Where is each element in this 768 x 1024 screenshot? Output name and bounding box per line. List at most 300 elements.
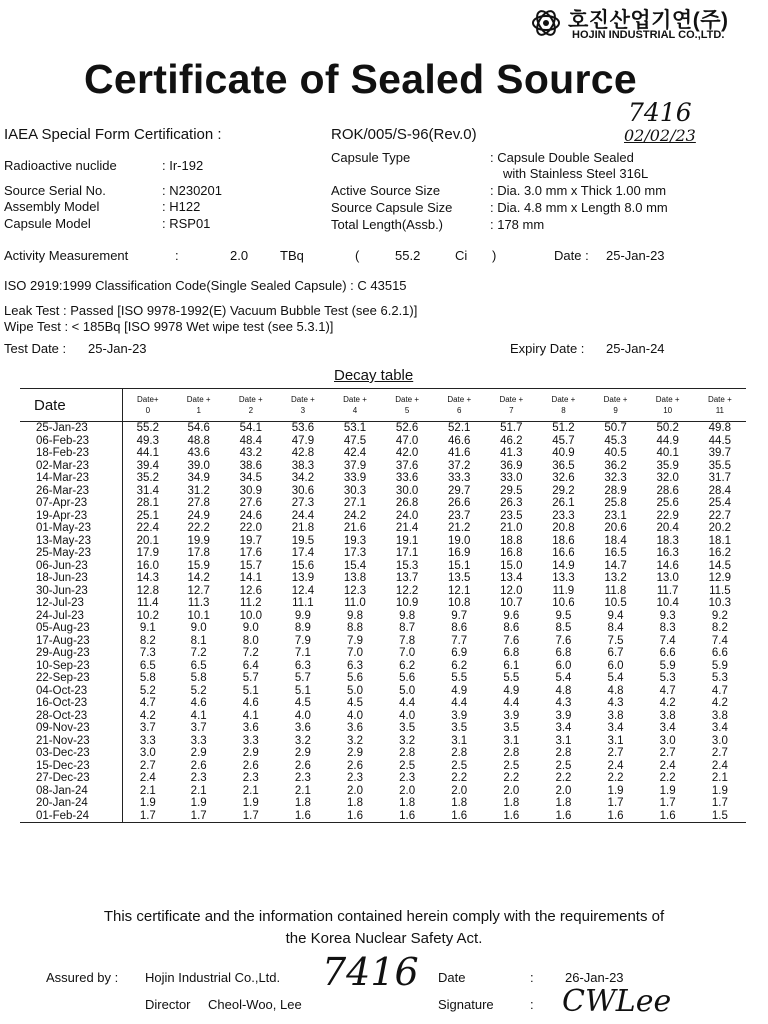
decay-cell: 1.6 [433, 810, 485, 823]
decay-cell: 22.2 [187, 522, 210, 534]
decay-col-header-0 [123, 389, 173, 422]
decay-cell: 4.0 [294, 709, 311, 722]
activity-tbq-value: 2.0 [230, 248, 249, 263]
table-row [20, 697, 746, 710]
table-row [20, 710, 746, 723]
decay-cell: 4.4 [399, 697, 416, 709]
decay-cell: 33.0 [500, 472, 523, 484]
decay-cell: 34.5 [239, 472, 262, 484]
decay-cell: 23.3 [552, 509, 575, 522]
decay-cell: 2.7 [659, 747, 676, 759]
decay-cell: 2.7 [607, 747, 624, 759]
decay-cell: 15.6 [291, 559, 315, 572]
decay-cell: 2.9 [294, 747, 311, 759]
decay-cell: 8.2 [139, 634, 156, 647]
decay-cell: 10.5 [604, 597, 627, 609]
table-row [20, 485, 746, 498]
decay-cell: 5.5 [451, 672, 468, 684]
decay-cell: 41.6 [448, 447, 471, 459]
decay-row-date: 19-Apr-23 [20, 510, 123, 523]
decay-cell: 11.8 [604, 584, 627, 597]
decay-cell: 3.4 [711, 722, 728, 734]
decay-cell: 1.8 [451, 797, 468, 809]
decay-cell: 42.0 [395, 447, 419, 459]
decay-cell: 6.1 [503, 659, 520, 672]
decay-cell: 27.1 [343, 497, 367, 509]
decay-row-date: 14-Mar-23 [20, 472, 123, 485]
decay-cell: 23.5 [500, 509, 523, 522]
decay-col-header-3 [277, 389, 329, 422]
decay-row-date: 01-Feb-24 [20, 810, 123, 823]
decay-cell: 36.9 [500, 459, 523, 472]
test-date-value: 25-Jan-23 [88, 341, 147, 356]
decay-cell: 21.0 [500, 522, 523, 534]
decay-cell: 3.3 [139, 734, 156, 747]
decay-cell: 18.4 [604, 534, 627, 547]
decay-col-header-bottom: 7 [509, 406, 514, 415]
decay-cell: 4.3 [555, 697, 572, 709]
decay-cell: 1.7 [711, 797, 728, 809]
table-row [20, 785, 746, 798]
decay-row-date: 15-Dec-23 [20, 760, 123, 773]
decay-cell: 2.9 [190, 747, 207, 759]
decay-cell: 4.9 [451, 684, 468, 697]
decay-cell: 13.9 [291, 572, 315, 584]
decay-cell: 5.1 [294, 684, 311, 697]
table-row [20, 622, 746, 635]
decay-col-header-bottom: 9 [613, 406, 618, 415]
decay-cell: 4.2 [711, 697, 728, 709]
decay-cell: 12.4 [291, 584, 315, 597]
activity-date-label: Date : [554, 248, 589, 263]
decay-cell: 7.6 [503, 634, 520, 647]
decay-cell: 9.6 [503, 609, 520, 622]
decay-col-header-top: Date+ [137, 395, 159, 404]
decay-cell: 6.3 [347, 659, 363, 672]
total-length-label: Total Length(Assb.) [331, 217, 444, 232]
decay-cell: 6.7 [607, 647, 624, 659]
decay-cell: 2.1 [190, 784, 207, 797]
decay-cell: 4.9 [503, 684, 520, 697]
decay-cell: 2.8 [399, 747, 416, 759]
decay-cell: 6.4 [242, 659, 259, 672]
decay-date-header: Date [20, 389, 123, 422]
decay-cell: 44.9 [656, 434, 679, 447]
handwritten-date: 02/02/23 [624, 126, 696, 145]
decay-cell: 38.6 [239, 459, 262, 472]
decay-cell: 15.9 [187, 559, 210, 572]
decay-cell: 33.9 [343, 472, 367, 484]
activity-ci-unit: Ci [455, 248, 468, 263]
decay-cell: 23.7 [448, 509, 471, 522]
decay-cell: 30.0 [395, 484, 419, 497]
decay-cell: 21.6 [343, 522, 367, 534]
decay-cell: 47.9 [291, 434, 315, 447]
activity-ci-value: 55.2 [395, 248, 421, 263]
decay-cell: 6.8 [555, 647, 572, 659]
decay-cell: 9.3 [659, 609, 676, 622]
decay-cell: 4.1 [242, 709, 259, 722]
decay-col-header-bottom: 4 [352, 406, 358, 415]
decay-cell: 1.8 [503, 797, 520, 809]
decay-cell: 11.5 [709, 584, 731, 597]
decay-cell: 3.9 [555, 709, 572, 722]
decay-cell: 49.8 [708, 422, 732, 434]
decay-col-header-bottom: 2 [248, 406, 254, 415]
decay-cell: 30.6 [291, 484, 315, 497]
decay-cell: 3.6 [242, 722, 259, 734]
activity-open-paren: ( [355, 248, 360, 263]
decay-cell: 15.3 [395, 559, 419, 572]
decay-cell: 1.6 [537, 810, 589, 823]
table-row [20, 522, 746, 535]
decay-cell: 16.0 [136, 559, 159, 572]
decay-row-date: 08-Jan-24 [20, 785, 123, 798]
decay-col-header-top: Date + [655, 395, 680, 404]
test-date-label: Test Date : [4, 341, 67, 356]
decay-cell: 25.8 [604, 497, 627, 509]
decay-cell: 3.8 [607, 709, 624, 722]
table-row [20, 447, 746, 460]
decay-cell: 52.6 [395, 422, 419, 434]
decay-cell: 32.6 [552, 472, 575, 484]
decay-row-date: 06-Feb-23 [20, 435, 123, 448]
decay-col-header-top: Date + [291, 395, 315, 404]
decay-cell: 1.8 [347, 797, 363, 809]
decay-cell: 22.0 [239, 522, 262, 534]
decay-cell: 17.8 [187, 547, 210, 559]
decay-col-header-10 [642, 389, 694, 422]
decay-cell: 3.1 [503, 734, 520, 747]
assembly-label: Assembly Model [4, 199, 100, 214]
decay-cell: 28.6 [656, 484, 679, 497]
decay-col-header-top: Date + [343, 395, 367, 404]
table-row [20, 747, 746, 760]
decay-cell: 2.4 [659, 759, 676, 772]
decay-row-date: 07-Apr-23 [20, 497, 123, 510]
decay-cell: 2.0 [399, 784, 416, 797]
serial-value: : N230201 [162, 183, 222, 198]
decay-cell: 31.2 [187, 484, 210, 497]
decay-cell: 2.8 [503, 747, 520, 759]
decay-cell: 16.8 [500, 547, 523, 559]
decay-cell: 33.3 [448, 472, 471, 484]
decay-cell: 5.3 [711, 672, 728, 684]
decay-cell: 26.8 [395, 497, 419, 509]
decay-row-date: 04-Oct-23 [20, 685, 123, 698]
decay-cell: 2.1 [242, 784, 259, 797]
decay-cell: 2.0 [451, 784, 468, 797]
decay-cell: 29.7 [448, 484, 471, 497]
decay-table-header-row [20, 389, 746, 422]
decay-cell: 2.2 [555, 772, 572, 784]
decay-cell: 5.6 [347, 672, 363, 684]
table-row [20, 535, 746, 548]
decay-cell: 13.2 [604, 572, 627, 584]
decay-row-date: 27-Dec-23 [20, 772, 123, 785]
decay-row-date: 02-Mar-23 [20, 460, 123, 473]
decay-cell: 25.1 [136, 509, 159, 522]
serial-label: Source Serial No. [4, 183, 106, 198]
decay-cell: 23.1 [604, 509, 627, 522]
decay-cell: 19.5 [291, 534, 315, 547]
decay-cell: 10.3 [708, 597, 732, 609]
decay-cell: 4.0 [347, 709, 363, 722]
decay-cell: 9.8 [347, 609, 363, 622]
decay-cell: 1.6 [485, 810, 537, 823]
decay-cell: 36.5 [552, 459, 575, 472]
decay-cell: 54.1 [239, 422, 262, 434]
decay-row-date: 25-May-23 [20, 547, 123, 560]
decay-col-header-top: Date + [499, 395, 524, 404]
decay-cell: 2.9 [347, 747, 363, 759]
decay-row-date: 18-Jun-23 [20, 572, 123, 585]
decay-cell: 14.5 [708, 559, 732, 572]
decay-cell: 3.9 [451, 709, 468, 722]
decay-cell: 2.7 [711, 747, 728, 759]
decay-cell: 40.9 [552, 447, 575, 459]
decay-cell: 24.9 [187, 509, 210, 522]
decay-cell: 11.1 [292, 597, 314, 609]
table-row [20, 472, 746, 485]
decay-row-date: 09-Nov-23 [20, 722, 123, 735]
decay-cell: 2.4 [711, 759, 728, 772]
decay-cell: 33.6 [395, 472, 419, 484]
decay-cell: 20.4 [656, 522, 679, 534]
decay-cell: 49.3 [136, 434, 159, 447]
decay-cell: 4.3 [607, 697, 624, 709]
decay-cell: 3.4 [659, 722, 676, 734]
decay-cell: 2.2 [451, 772, 468, 784]
capsule-model-value: : RSP01 [162, 216, 211, 231]
decay-cell: 18.1 [708, 534, 732, 547]
capsule-size-label: Source Capsule Size [331, 200, 453, 215]
decay-cell: 16.2 [708, 547, 732, 559]
decay-cell: 25.4 [708, 497, 732, 509]
decay-cell: 1.7 [607, 797, 624, 809]
decay-cell: 35.5 [708, 459, 732, 472]
decay-col-header-top: Date + [707, 395, 732, 404]
decay-cell: 6.8 [503, 647, 520, 659]
decay-cell: 55.2 [136, 422, 159, 434]
decay-cell: 1.5 [694, 810, 746, 823]
decay-cell: 51.7 [500, 422, 523, 434]
decay-cell: 12.1 [448, 584, 471, 597]
table-row [20, 510, 746, 523]
decay-cell: 6.5 [190, 659, 207, 672]
decay-cell: 35.2 [136, 472, 159, 484]
company-logo-symbol [524, 6, 568, 40]
decay-row-date: 28-Oct-23 [20, 710, 123, 723]
decay-cell: 5.4 [555, 672, 572, 684]
decay-cell: 8.6 [451, 622, 468, 634]
decay-cell: 1.9 [659, 784, 676, 797]
decay-cell: 8.6 [503, 622, 520, 634]
table-row [20, 572, 746, 585]
decay-cell: 7.3 [139, 647, 156, 659]
decay-cell: 3.3 [242, 734, 259, 747]
decay-cell: 25.6 [656, 497, 679, 509]
decay-cell: 13.7 [395, 572, 419, 584]
decay-cell: 9.4 [607, 609, 624, 622]
decay-cell: 3.1 [451, 734, 468, 747]
signature-label: Signature [438, 997, 494, 1012]
decay-cell: 5.7 [242, 672, 259, 684]
capsule-type-value-2: with Stainless Steel 316L [503, 166, 649, 181]
decay-cell: 1.8 [555, 797, 572, 809]
decay-cell: 43.2 [239, 447, 262, 459]
decay-cell: 2.2 [659, 772, 676, 784]
decay-row-date: 22-Sep-23 [20, 672, 123, 685]
decay-cell: 7.6 [555, 634, 572, 647]
decay-cell: 19.3 [343, 534, 367, 547]
decay-cell: 44.1 [136, 447, 159, 459]
decay-cell: 51.2 [552, 422, 575, 434]
table-row [20, 760, 746, 773]
decay-cell: 24.2 [343, 509, 367, 522]
assured-by-label: Assured by : [46, 970, 119, 985]
decay-cell: 11.4 [137, 597, 159, 609]
decay-cell: 4.7 [659, 684, 676, 697]
decay-cell: 1.8 [294, 797, 311, 809]
decay-cell: 7.4 [711, 634, 728, 647]
decay-cell: 11.2 [240, 597, 262, 609]
decay-cell: 3.5 [451, 722, 468, 734]
decay-cell: 39.4 [136, 459, 159, 472]
decay-cell: 7.7 [451, 634, 468, 647]
expiry-date-label: Expiry Date : [510, 341, 585, 356]
decay-cell: 2.3 [294, 772, 311, 784]
decay-cell: 19.0 [448, 534, 471, 547]
decay-cell: 2.9 [242, 747, 259, 759]
decay-cell: 29.5 [500, 484, 523, 497]
decay-col-header-11 [694, 389, 746, 422]
active-size-value: : Dia. 3.0 mm x Thick 1.00 mm [490, 183, 667, 198]
decay-col-header-top: Date + [395, 395, 420, 404]
iso-classification: ISO 2919:1999 Classification Code(Single Sealed Capsule) : C 43515 [4, 278, 407, 293]
decay-cell: 9.9 [294, 609, 311, 622]
decay-cell: 1.9 [607, 784, 624, 797]
decay-cell: 5.0 [347, 684, 363, 697]
decay-col-header-bottom: 5 [404, 406, 410, 415]
table-row [20, 685, 746, 698]
decay-cell: 4.4 [451, 697, 468, 709]
decay-cell: 10.4 [656, 597, 679, 609]
decay-cell: 1.8 [399, 797, 416, 809]
decay-col-header-2 [225, 389, 277, 422]
table-row [20, 610, 746, 623]
decay-cell: 31.7 [708, 472, 732, 484]
decay-cell: 28.1 [136, 497, 159, 509]
nuclide-value: : Ir-192 [162, 158, 204, 173]
decay-cell: 14.3 [136, 572, 159, 584]
decay-col-header-1 [173, 389, 225, 422]
table-row [20, 497, 746, 510]
table-row [20, 810, 746, 823]
decay-cell: 2.6 [347, 759, 363, 772]
decay-table-body [20, 422, 746, 823]
table-row [20, 722, 746, 735]
decay-cell: 2.5 [555, 759, 572, 772]
decay-cell: 35.9 [656, 459, 679, 472]
wipe-test: Wipe Test : < 185Bq [ISO 9978 Wet wipe test (see 5.3.1)] [4, 319, 334, 334]
decay-cell: 14.9 [552, 559, 575, 572]
decay-col-header-bottom: 3 [300, 406, 306, 415]
decay-cell: 20.1 [136, 534, 159, 547]
decay-cell: 5.7 [294, 672, 311, 684]
decay-cell: 1.6 [329, 810, 381, 823]
decay-cell: 17.3 [343, 547, 367, 559]
decay-cell: 12.9 [708, 572, 732, 584]
decay-cell: 19.7 [239, 534, 262, 547]
decay-row-date: 24-Jul-23 [20, 610, 123, 623]
decay-cell: 2.2 [503, 772, 520, 784]
decay-cell: 2.1 [139, 784, 156, 797]
activity-date-value: 25-Jan-23 [606, 248, 665, 263]
decay-cell: 4.2 [139, 709, 156, 722]
decay-cell: 3.4 [555, 722, 572, 734]
decay-cell: 12.6 [239, 584, 262, 597]
decay-col-header-8 [537, 389, 589, 422]
decay-row-date: 21-Nov-23 [20, 735, 123, 748]
decay-col-header-bottom: 11 [715, 406, 725, 415]
decay-row-date: 25-Jan-23 [20, 422, 123, 435]
activity-colon: : [175, 248, 179, 263]
decay-col-header-top: Date + [186, 395, 211, 404]
decay-cell: 18.6 [552, 534, 575, 547]
decay-cell: 3.0 [711, 734, 728, 747]
decay-cell: 7.5 [607, 634, 624, 647]
decay-cell: 3.4 [607, 722, 624, 734]
decay-cell: 16.5 [604, 547, 627, 559]
decay-cell: 45.3 [604, 434, 627, 447]
assembly-value: : H122 [162, 199, 201, 214]
decay-cell: 12.3 [343, 584, 367, 597]
decay-cell: 7.4 [659, 634, 676, 647]
decay-cell: 47.0 [395, 434, 419, 447]
decay-cell: 15.7 [239, 559, 262, 572]
decay-cell: 52.1 [448, 422, 471, 434]
decay-cell: 20.2 [708, 522, 732, 534]
decay-cell: 3.8 [711, 709, 728, 722]
assured-date-label: Date [438, 970, 466, 985]
table-row [20, 672, 746, 685]
decay-row-date: 20-Jan-24 [20, 797, 123, 810]
decay-cell: 3.9 [503, 709, 520, 722]
decay-cell: 39.7 [708, 447, 732, 459]
decay-cell: 2.3 [399, 772, 416, 784]
decay-cell: 12.2 [395, 584, 419, 597]
decay-cell: 2.1 [294, 784, 311, 797]
decay-cell: 27.8 [187, 497, 210, 509]
decay-cell: 21.4 [395, 522, 419, 534]
decay-cell: 26.6 [448, 497, 471, 509]
decay-cell: 1.9 [711, 784, 728, 797]
decay-cell: 16.9 [448, 547, 471, 559]
decay-cell: 4.6 [242, 697, 259, 709]
decay-cell: 21.8 [291, 522, 315, 534]
table-row [20, 797, 746, 810]
decay-row-date: 05-Aug-23 [20, 622, 123, 635]
decay-cell: 12.7 [187, 584, 210, 597]
certification-value: ROK/005/S-96(Rev.0) [331, 126, 477, 143]
decay-row-date: 13-May-23 [20, 535, 123, 548]
decay-cell: 13.3 [552, 572, 575, 584]
decay-cell: 5.5 [503, 672, 520, 684]
assured-date-value: 26-Jan-23 [565, 970, 624, 985]
table-row [20, 422, 746, 435]
decay-cell: 37.9 [343, 459, 367, 472]
